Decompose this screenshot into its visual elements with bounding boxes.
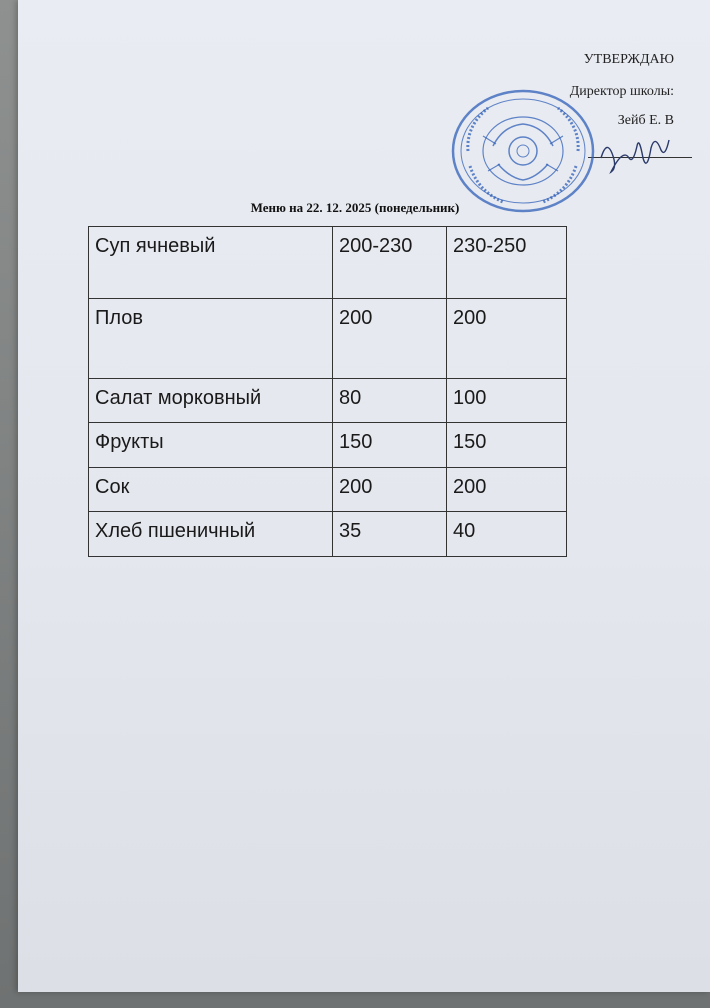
portion-a: 200-230 — [333, 227, 447, 299]
portion-a: 80 — [333, 379, 447, 423]
table-row — [89, 423, 567, 468]
table-row — [89, 299, 567, 379]
portion-a: 150 — [333, 423, 447, 468]
document-page — [18, 0, 710, 992]
portion-b: 40 — [447, 512, 567, 557]
portion-a: 200 — [333, 299, 447, 379]
signature-icon — [593, 128, 673, 178]
table-row — [89, 468, 567, 512]
dish-name: Суп ячневый — [89, 227, 333, 299]
table-row — [89, 379, 567, 423]
dish-name: Фрукты — [89, 423, 333, 468]
official-stamp-icon — [448, 86, 598, 216]
approval-title: УТВЕРЖДАЮ — [583, 52, 674, 67]
dish-name: Салат морковный — [89, 379, 333, 423]
portion-b: 200 — [447, 468, 567, 512]
table-row — [89, 512, 567, 557]
dish-name: Хлеб пшеничный — [89, 512, 333, 557]
portion-b: 100 — [447, 379, 567, 423]
portion-b: 230-250 — [447, 227, 567, 299]
menu-title: Меню на 22. 12. 2025 (понедельник) — [250, 200, 460, 215]
portion-a: 35 — [333, 512, 447, 557]
portion-b: 200 — [447, 299, 567, 379]
portion-b: 150 — [447, 423, 567, 468]
table-row — [89, 227, 567, 299]
dish-name: Сок — [89, 468, 333, 512]
menu-table — [88, 226, 567, 557]
approval-name: Зейб Е. В — [617, 113, 674, 128]
dish-name: Плов — [89, 299, 333, 379]
approval-position: Директор школы: — [569, 84, 674, 99]
portion-a: 200 — [333, 468, 447, 512]
